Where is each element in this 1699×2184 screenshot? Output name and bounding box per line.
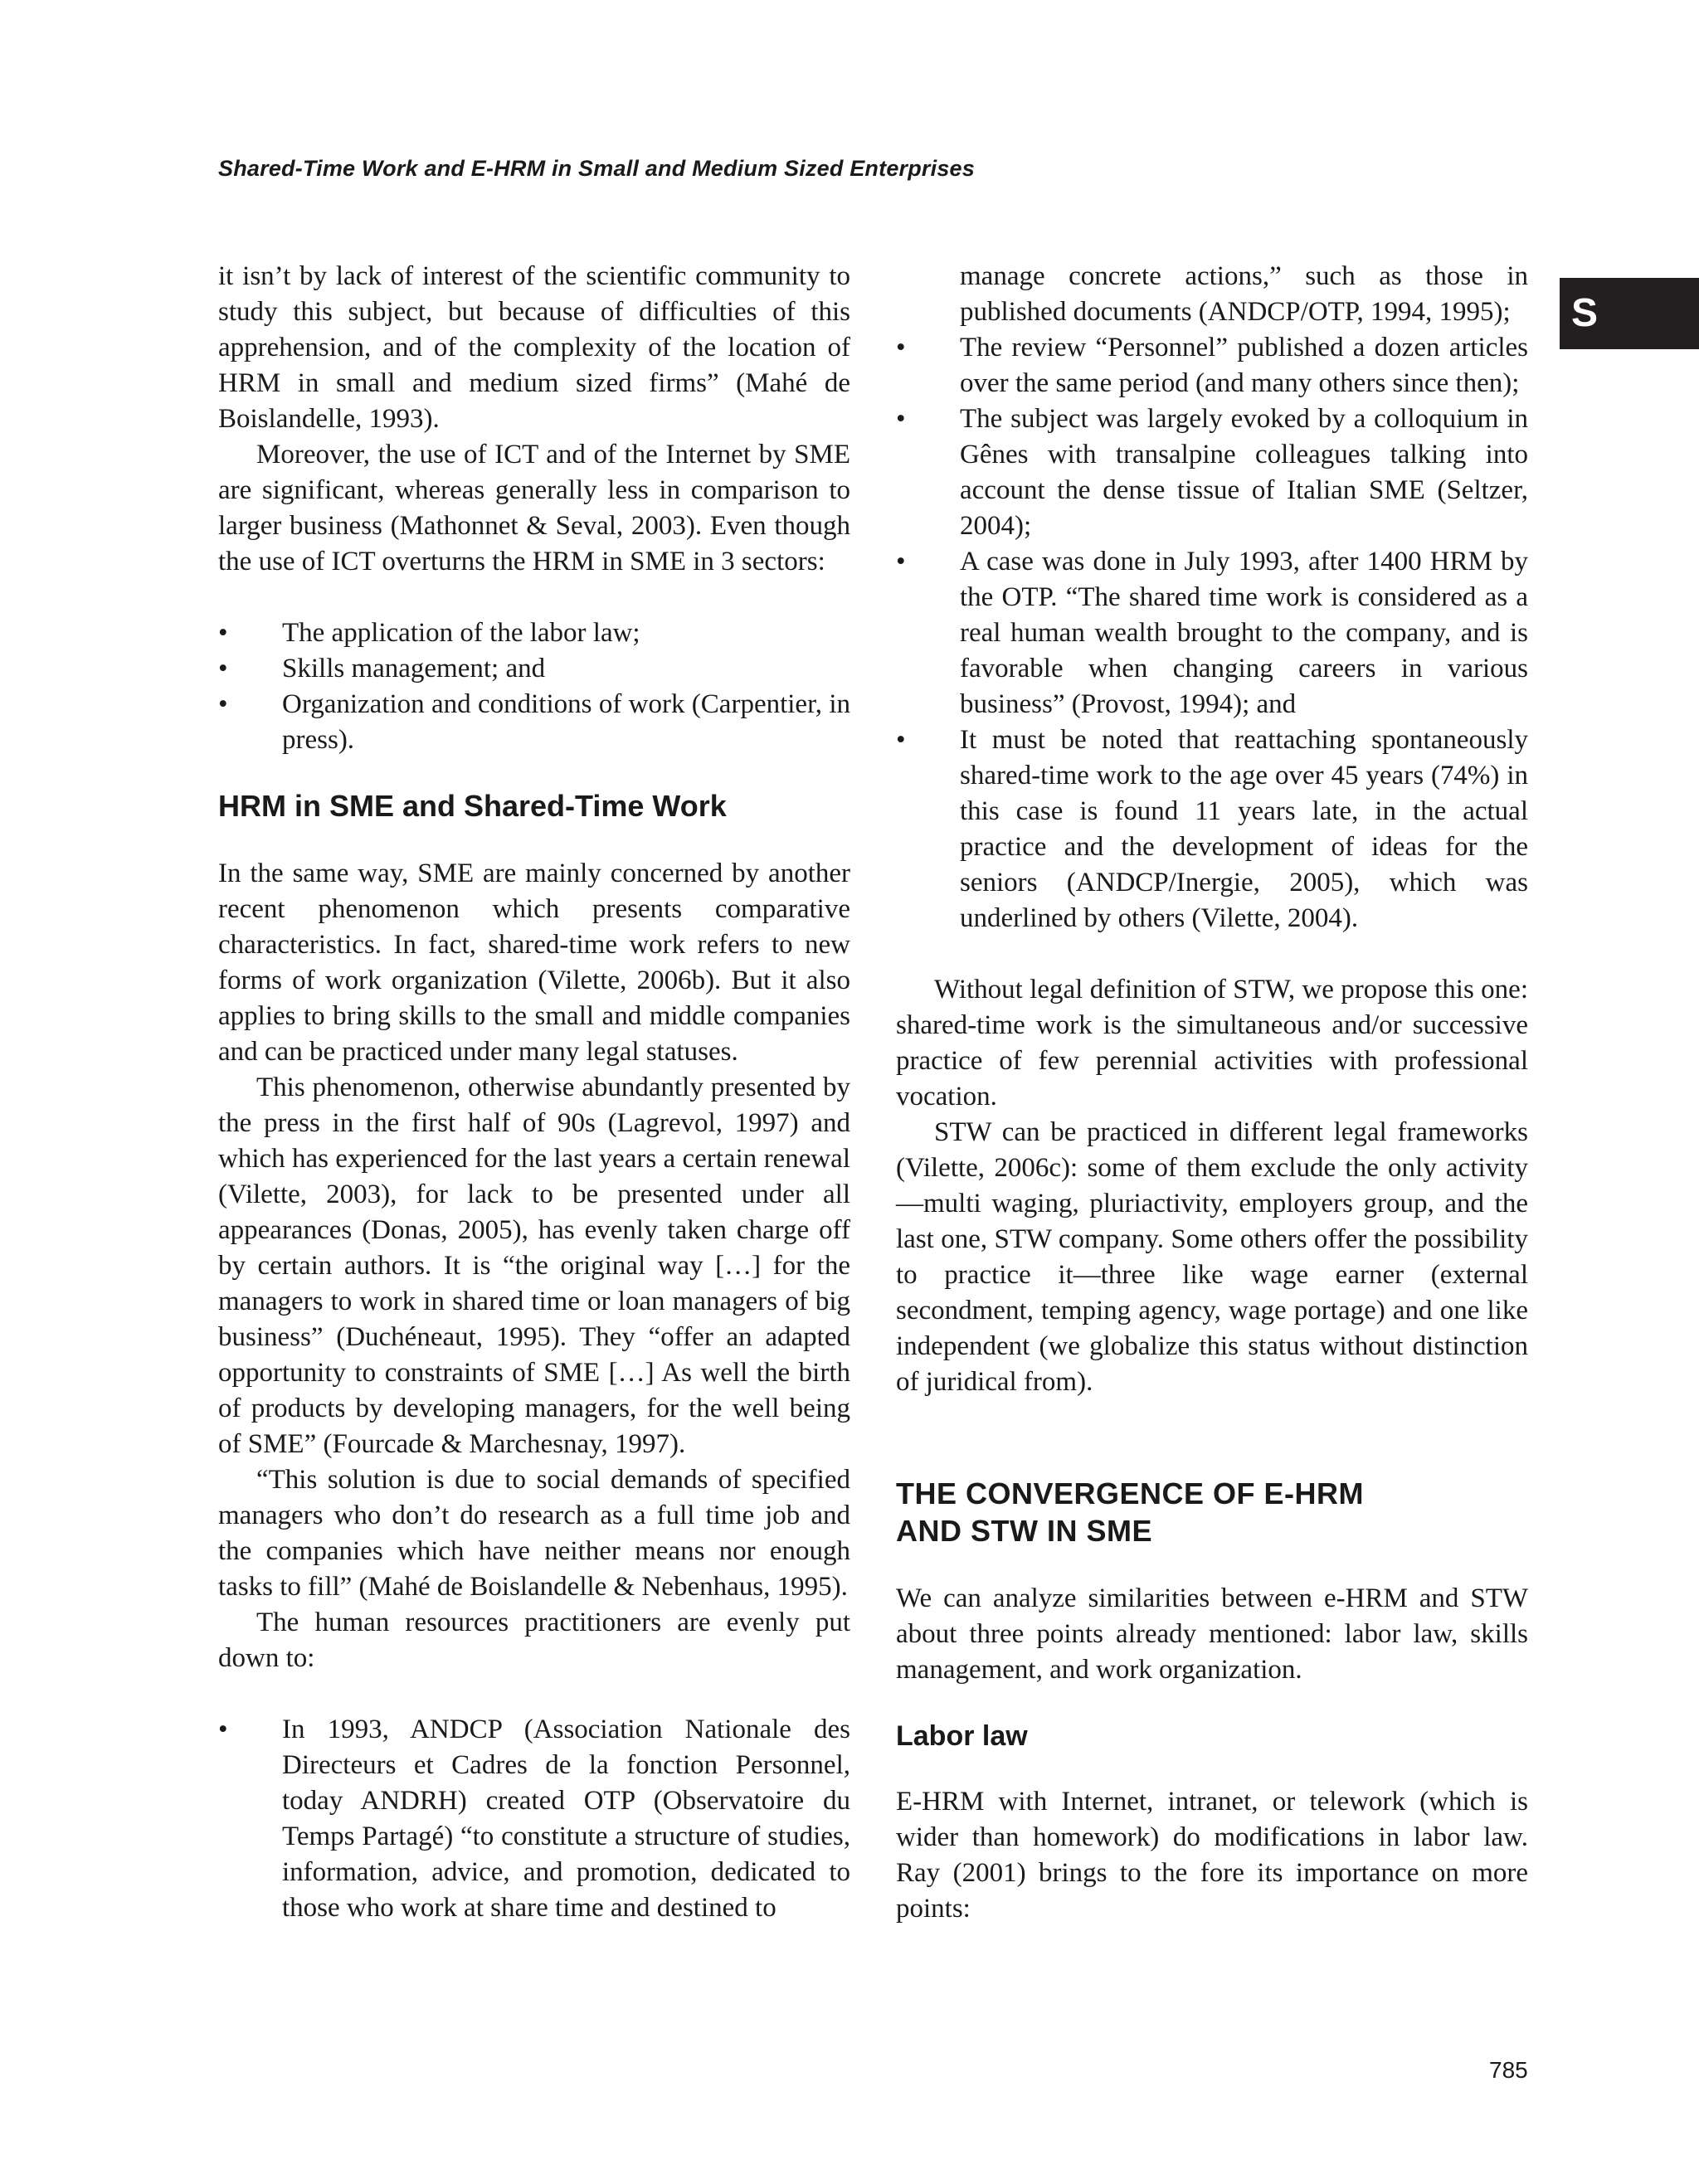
- section-thumb-tab: S: [1560, 278, 1699, 349]
- paragraph: E-HRM with Internet, intranet, or telework (which is wider than homework) do modifications in labor law. Ray (2001) brings to the fore its importance on more points:: [896, 1787, 1528, 1924]
- subsection-heading: Labor law: [896, 1720, 1028, 1752]
- left-column: [218, 259, 850, 1926]
- heading-line: AND STW IN SME: [896, 1514, 1152, 1548]
- section-heading: HRM in SME and Shared-Time Work: [218, 789, 727, 823]
- list-item: • The application of the labor law;: [218, 615, 850, 651]
- paragraph: Moreover, the use of ICT and of the Internet by SME are significant, whereas generally less in comparison to larger business (Mathonnet & Seval, 2003). Even though the use of ICT overturns the HRM in SME in 3 sectors:: [218, 440, 850, 576]
- list-item: • A case was done in July 1993, after 1400 HRM by the OTP. “The shared time work is considered as a real human wealth brought to the company, and is favorable when changing careers in various business” (Provost, 1994); and: [896, 544, 1528, 722]
- list-item: • It must be noted that reattaching spontaneously shared-time work to the age over 45 years (74%) in this case is found 11 years late, in the actual practice and the development of ideas for the seniors (ANDCP/Inergie, 2005), which was underlined by others (Vilette, 2004).: [896, 722, 1528, 936]
- paragraph: “This solution is due to social demands of specified managers who don’t do research as a full time job and the companies which have neither means nor enough tasks to fill” (Mahé de Boislandelle & Nebenhaus, 1995).: [218, 1465, 850, 1602]
- paragraph: In the same way, SME are mainly concerned by another recent phenomenon which presents comparative characteristics. In fact, shared-time work refers to new forms of work organization (Vilette, 2006b). But it also applies to bring skills to the small and middle companies and can be practiced under many legal statuses.: [218, 859, 850, 1067]
- paragraph: STW can be practiced in different legal frameworks (Vilette, 2006c): some of them exclude the only activity—multi waging, pluriactivity, employers group, and the last one, STW company. Some others offer the possibility to practice it—three like wage earner (external secondment, temping agency, wage portage) and one like independent (we globalize this status without distinction of juridical from).: [896, 1117, 1528, 1397]
- heading-line: THE CONVERGENCE OF E-HRM: [896, 1476, 1365, 1510]
- paragraph: This phenomenon, otherwise abundantly presented by the press in the first half of 90s (Lagrevol, 1997) and which has experienced for the last years a certain renewal (Vilette, 2003), for lack to be presented under all appearances (Donas, 2005), has evenly taken charge off by certain authors. It is “the original way […] for the managers to work in shared time or loan managers of big business” (Duchéneaut, 1995). They “offer an adapted opportunity to constraints of SME […] As well the birth of products by developing managers, for the well being of SME” (Fourcade & Marchesnay, 1997).: [218, 1073, 850, 1459]
- bullet-list: [896, 259, 1528, 936]
- paragraph: The human resources practitioners are evenly put down to:: [218, 1608, 850, 1673]
- paragraph: Without legal definition of STW, we propose this one: shared-time work is the simultaneous and/or successive practice of few perennial activities with professional vocation.: [896, 975, 1528, 1111]
- section-heading: [896, 1475, 1528, 1549]
- paragraph: We can analyze similarities between e-HRM and STW about three points already mentioned: labor law, skills management, and work organization.: [896, 1583, 1528, 1685]
- right-column: [896, 259, 1528, 1927]
- running-head: Shared-Time Work and E-HRM in Small and Medium Sized Enterprises: [218, 156, 975, 181]
- list-item-continuation: manage concrete actions,” such as those in published documents (ANDCP/OTP, 1994, 1995);: [960, 261, 1528, 327]
- bullet-list: [218, 615, 850, 758]
- paragraph: it isn’t by lack of interest of the scientific community to study this subject, but because of difficulties of this apprehension, and of the complexity of the location of HRM in small and medium sized firms” (Mahé de Boislandelle, 1993).: [218, 261, 850, 434]
- list-item: • The review “Personnel” published a dozen articles over the same period (and many others since then);: [896, 330, 1528, 401]
- list-item: • Organization and conditions of work (Carpentier, in press).: [218, 687, 850, 758]
- page-number: 785: [1489, 2057, 1528, 2083]
- list-item: • In 1993, ANDCP (Association Nationale des Directeurs et Cadres de la fonction Personnel, today ANDRH) created OTP (Observatoire du Temps Partagé) “to constitute a structure of studies, information, advice, and promotion, dedicated to those who work at share time and destined to: [218, 1712, 850, 1926]
- bullet-list: [218, 1712, 850, 1926]
- list-item: • The subject was largely evoked by a colloquium in Gênes with transalpine colleagues talking into account the dense tissue of Italian SME (Seltzer, 2004);: [896, 401, 1528, 544]
- list-item: • Skills management; and: [218, 651, 850, 687]
